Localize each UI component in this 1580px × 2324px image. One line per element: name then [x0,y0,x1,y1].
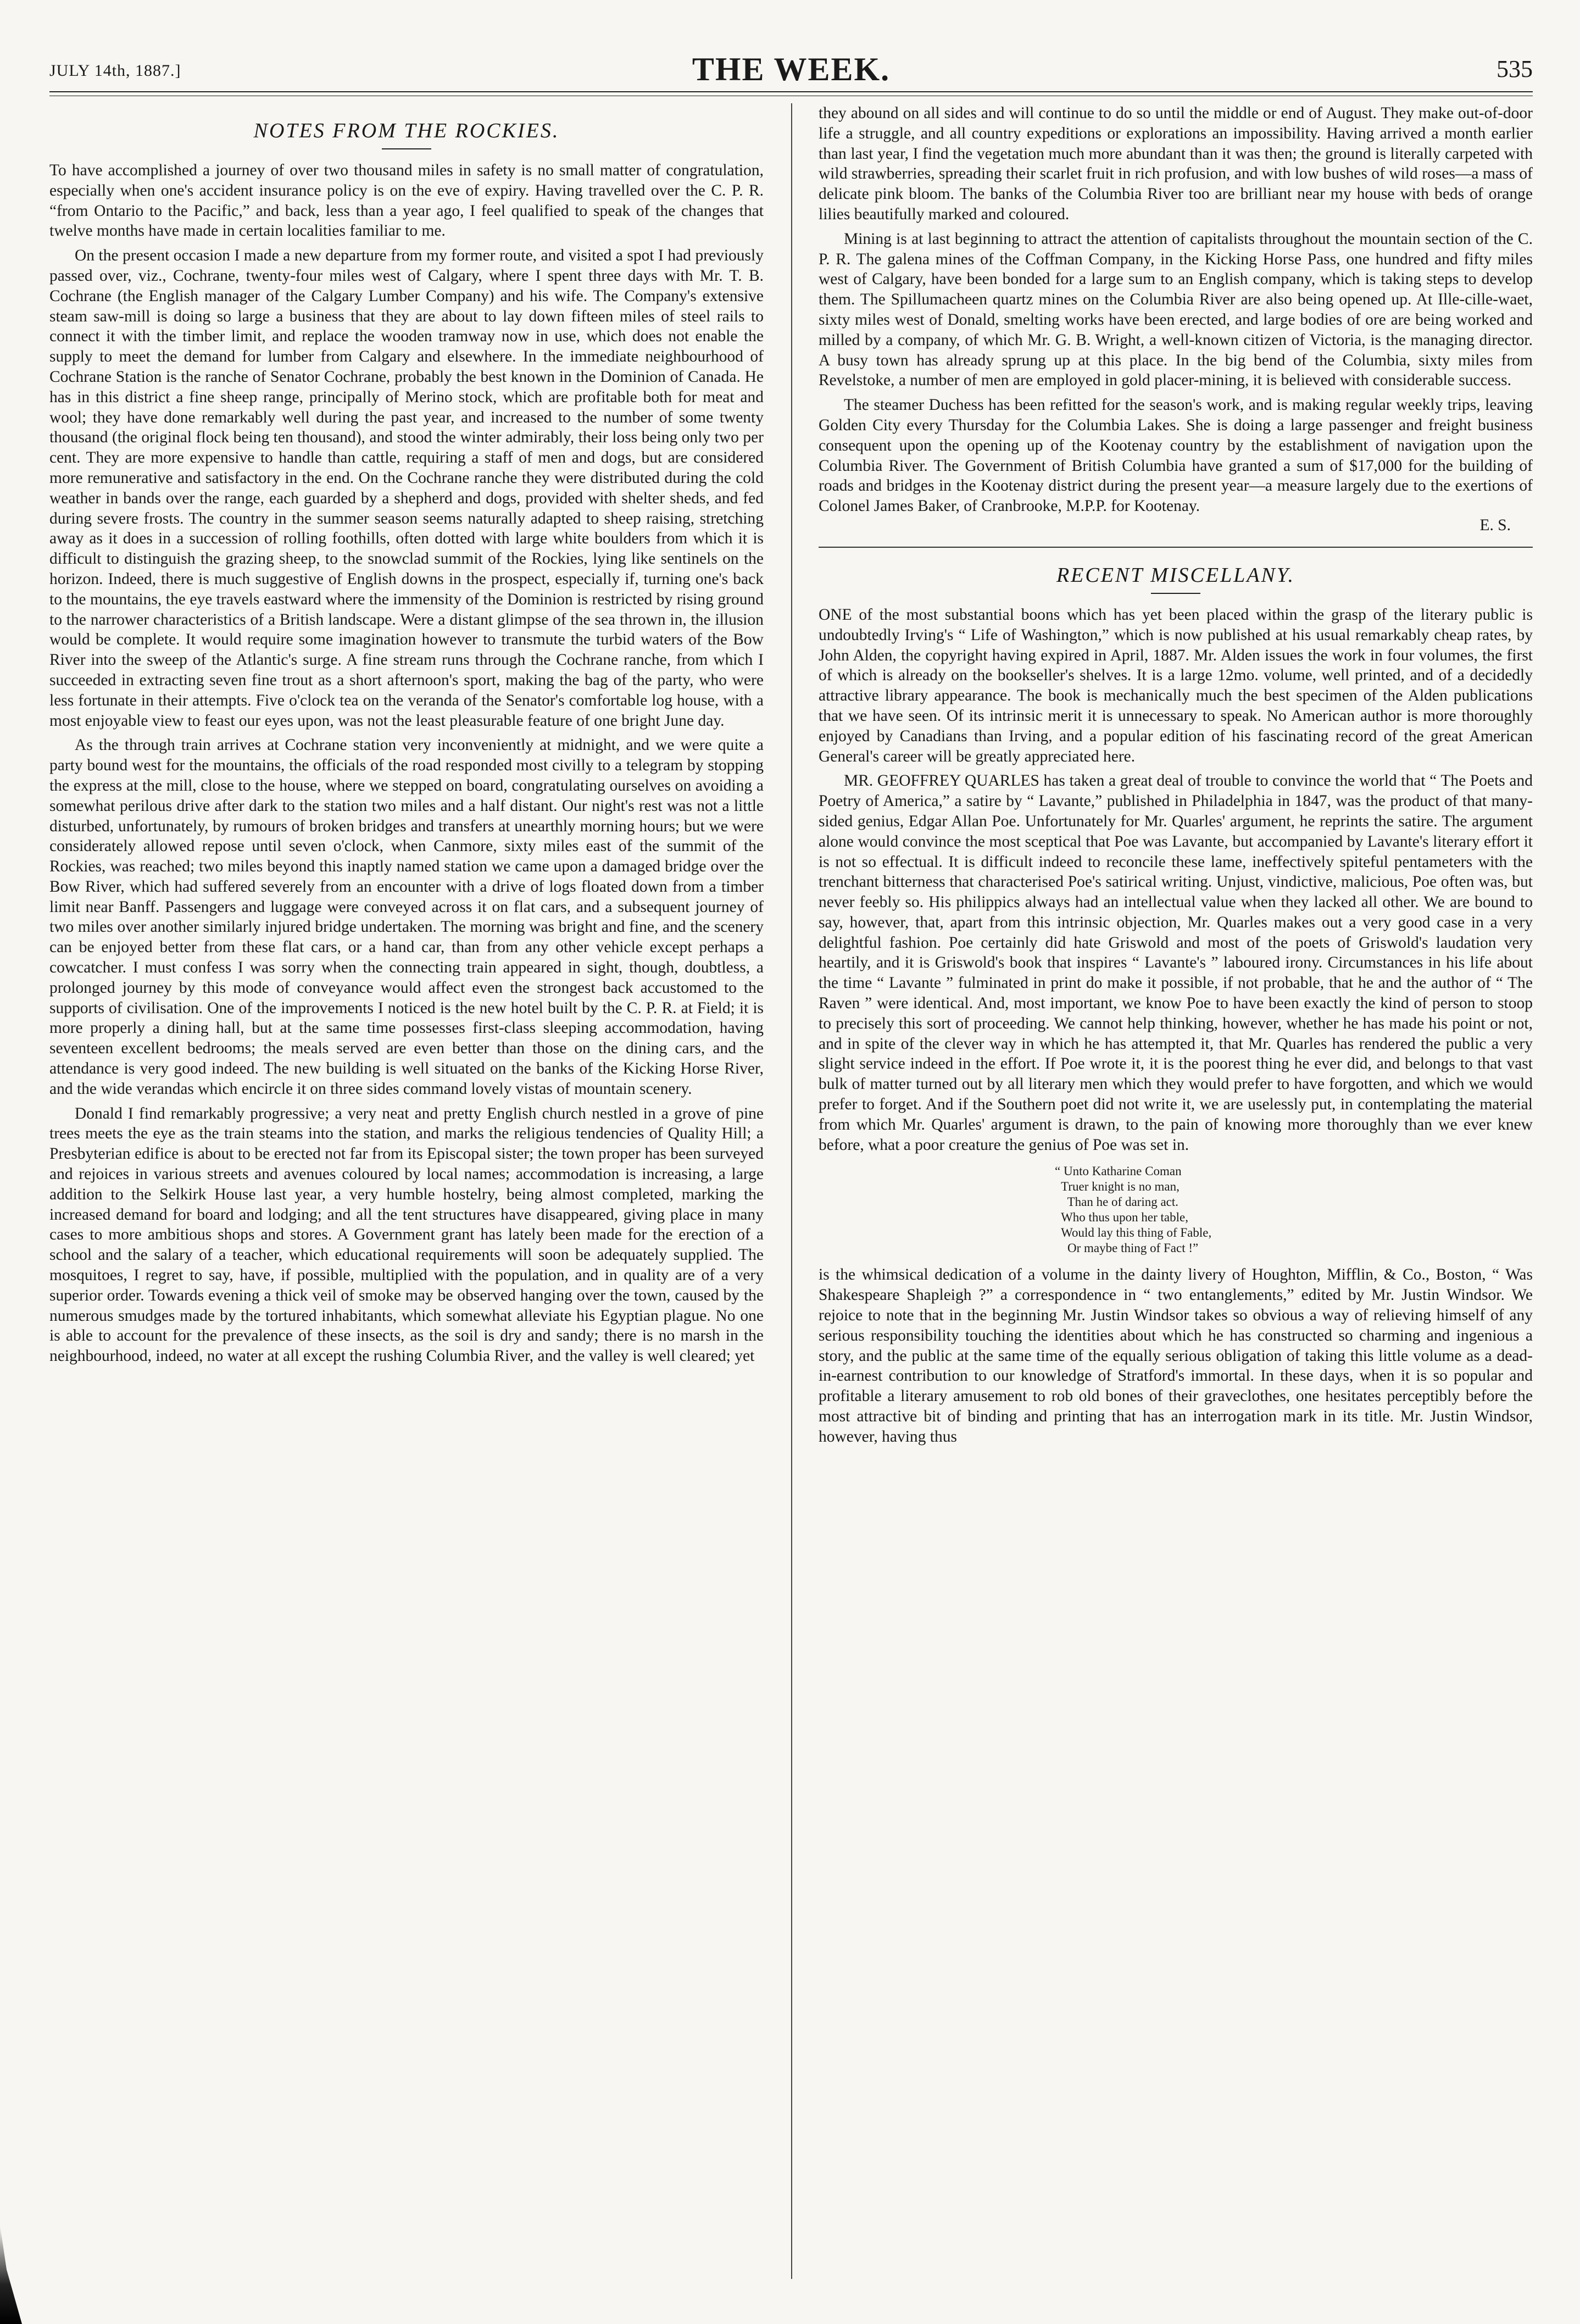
dedication-verse [1055,1164,1533,1256]
column-divider [791,103,792,2279]
section-title-miscellany: RECENT MISCELLANY. [1056,563,1295,587]
article-paragraph: Mining is at last beginning to attract the attention of capitalists throughout the mountain section of the C. P. R. The galena mines of the Coffman Company, in the Kicking Horse Pass, one hundred and fifty miles west of Calgary, have been bonded for a large sum to an English company, which is taking steps to develop them. The Spillumacheen quartz mines on the Columbia River are also being opened up. At Ille-cille-waet, sixty miles west of Donald, smelting works have been erected, and large bodies of ore are being worked and milled by a company, of which Mr. G. B. Wright, a well-known citizen of Victoria, is the managing director. A busy town has already sprung up at this place. In the big bend of the Columbia, sixty miles from Revelstoke, a number of men are employed in gold placer-mining, it is believed with considerable success. [819,230,1533,390]
verse-line: Truer knight is no man, [1055,1180,1180,1194]
title-rule [1151,593,1200,594]
article-paragraph: Donald I find remarkably progressive; a very neat and pretty English church nestled in a grove of pine trees meets the eye as the train steams into the station, and marks the religious tendencies of Quality Hill; a Presbyterian edifice is about to be erected not far from its Episcopal sister; the town proper has been surveyed and rejoices in various streets and avenues coloured by local names; accommodation is increasing, a large addition to the Selkirk House last year, a very humble hostelry, being almost completed, marking the increased demand for board and lodging; and all the tent structures have disappeared, giving place in many cases to more ambitious shops and stores. A Government grant has lately been made for the erection of a school and the salary of a teacher, which educational requirements will soon be adequately supplied. The mosquitoes, I regret to say, have, if possible, multiplied with the population, and in quality are of a very superior order. Towards evening a thick veil of smoke may be observed hanging over the town, caused by the numerous smudges made by the tortured inhabitants, which somewhat alleviate his Egyptian plague. No one is able to account for the prevalence of these insects, as the soil is dry and sandy; there is no marsh in the neighbourhood, indeed, no water at all except the rushing Columbia River, and the valley is well cleared; yet [49,1104,764,1365]
newspaper-page [49,51,1533,2292]
article-paragraph: To have accomplished a journey of over two thousand miles in safety is no small matter of congratulation, especially when one's accident insurance policy is on the eve of expiry. Having travelled over the C. P. R. “from Ontario to the Pacific,” and back, less than a year ago, I feel qualified to speak of the changes that twelve months have made in certain localities familiar to me. [49,162,764,240]
author-signature: E. S. [1479,516,1511,534]
article-paragraph: The steamer Duchess has been refitted for the season's work, and is making regular weekly trips, leaving Golden City every Thursday for the Columbia Lakes. She is doing a large passenger and freight business consequent upon the opening up of the Kootenay country by the establishment of navigation upon the Columbia River. The Government of British Columbia have granted a sum of $17,000 for the building of roads and bridges in the Kootenay district during the present year—a measure largely due to the exertions of Colonel James Baker, of Cranbrooke, M.P.P. for Kootenay. [819,396,1533,515]
scan-edge-shadow [0,2225,22,2324]
section-title-notes: NOTES FROM THE ROCKIES. [253,119,560,142]
review-paragraph: ONE of the most substantial boons which has yet been placed within the grasp of the literary public is undoubtedly Irving's “ Life of Washington,” which is now published at his usual remarkably cheap rates, by John Alden, the copyright having expired in April, 1887. Mr. Alden issues the work in four volumes, the first of which is already on the bookseller's shelves. It is a large 12mo. volume, well printed, and of a decidedly attractive library appearance. The book is mechanically much the best specimen of the Alden publications that we have seen. Of its intrinsic merit it is unnecessary to speak. No American author is more thoroughly enjoyed by Canadians than Irving, and a popular edition of his fascinating record of the great American General's career will be greatly appreciated here. [819,605,1533,765]
verse-line: Or maybe thing of Fact !” [1055,1241,1199,1255]
columns [49,103,1533,2279]
review-paragraph: MR. GEOFFREY QUARLES has taken a great deal of trouble to convince the world that “ The Poets and Poetry of America,” a satire by “ Lavante,” published in Philadelphia in 1847, was the product of that many-sided genius, Edgar Allan Poe. Unfortunately for Mr. Quarles' argument, he reprints the satire. The argument alone would convince the most sceptical that Poe was Lavante, but accompanied by Lavante's literary effort it is not so effectual. It is difficult indeed to reconcile these lame, ineffectively spiteful pentameters with the trenchant bitterness that characterised Poe's satirical writing. Unjust, vindictive, malicious, Poe often was, but never feebly so. His philippics always had an intellectual value when they lacked all other. We are bound to say, however, that, apart from this intrinsic objection, Mr. Quarles makes out a very good case in a very delightful fashion. Poe certainly did hate Griswold and most of the poets of Griswold's laudation very heartily, and it is Griswold's book that inspires “ Lavante's ” laboured irony. Circumstances in his life about the time “ Lavante ” fulminated in print do make it possible, if not probable, that he and the author of “ The Raven ” were identical. And, most important, we know Poe to have been exactly the kind of person to stoop to precisely this sort of proceeding. We cannot help thinking, however, whether he has made his point or not, and in spite of the clever way in which he has attempted it, that Mr. Quarles has rendered the public a very slight service indeed in the effort. If Poe wrote it, it is the poorest thing he ever did, and belongs to that vast bulk of matter turned out by all literary men which they would prefer to have forgotten, and which we would prefer to forget. And if the Southern poet did not write it, we are uselessly put, in contemplating the material from which Mr. Quarles' argument is drawn, to the pain of knowing more thoroughly than we ever knew before, what a poor creature the genius of Poe was set in. [819,772,1533,1154]
article-paragraph: On the present occasion I made a new departure from my former route, and visited a spot I had previously passed over, viz., Cochrane, twenty-four miles west of Calgary, where I spent three days with Mr. T. B. Cochrane (the English manager of the Calgary Lumber Company) and his wife. The Company's extensive steam saw-mill is doing so large a business that they are about to lay down fifteen miles of steel rails to connect it with the timber limit, and replace the wooden tramway now in use, which does not enable the supply to meet the demand for lumber from Calgary and elsewhere. In the immediate neighbourhood of Cochrane Station is the ranche of Senator Cochrane, probably the best known in the Dominion of Canada. He has in this district a fine sheep range, principally of Merino stock, which are profitable both for meat and wool; they have done remarkably well during the past year, and increased to the number of some twenty thousand (the original flock being ten thousand), and stood the winter admirably, their loss being only two per cent. They are more expensive to handle than cattle, requiring a staff of men and dogs, but are considered more remunerative and satisfactory in the end. On the Cochrane ranche they were distributed during the cold weather in bands over the range, each guarded by a shepherd and dogs, provided with shelter sheds, and fed during severe frosts. The country in the summer season seems naturally adapted to sheep raising, stretching away as it does in a succession of rolling foothills, often dotted with large white boulders from which it is difficult to distinguish the grazing sheep, to the snowclad summit of the Rockies, lying like sentinels on the horizon. Indeed, there is much suggestive of English downs in the prospect, especially if, turning one's back to the mountains, the eye travels eastward where the immensity of the Dominion is restricted by rising ground to the narrower characteristics of a British landscape. Were a distant glimpse of the sea thrown in, the illusion would be complete. It would require some imagination however to transmute the turbid waters of the Bow River into the sweep of the Atlantic's surge. A fine stream runs through the Cochrane ranche, from which I succeeded in extracting seven fine trout as a short afternoon's sport, making the bag of the party, who were less fortunate in their attempts. Five o'clock tea on the veranda of the Senator's comfortable log house, with a most enjoyable view to feast our eyes upon, was not the least pleasurable feature of one bright June day. [49,247,764,730]
page-number: 535 [1496,55,1533,82]
verse-line: Who thus upon her table, [1055,1210,1188,1225]
review-paragraph: is the whimsical dedication of a volume in the dainty livery of Houghton, Mifflin, & Co., Boston, “ Was Shakespeare Shapleigh ?” a correspondence in “ two entanglements,” edited by Mr. Justin Windsor. We rejoice to note that in the beginning Mr. Justin Windsor takes so obvious a way of relieving himself of any serious responsibility touching the identities about which he has constructed so charming and ingenious a story, and the public at the same time of the equally serious obligation of taking this little volume as a dead-in-earnest contribution to our knowledge of Stratford's immortal. In these days, when it is so popular and profitable a literary amusement to rob old bones of their graveclothes, one hesitates perceptibly before the most attractive bit of binding and printing that has an interrogation mark in its title. Mr. Justin Windsor, however, having thus [819,1266,1533,1445]
verse-line: Would lay this thing of Fable, [1055,1226,1212,1240]
article-paragraph: As the through train arrives at Cochrane station very inconveniently at midnight, and we were quite a party bound west for the mountains, the officials of the road responded most civilly to a telegram by stopping the express at the mill, close to the house, where we stepped on board, congratulating ourselves on avoiding a somewhat perilous drive after dark to the station two miles and a half distant. Our night's rest was not a little disturbed, unfortunately, by rumours of broken bridges and transfers at unearthly morning hours; but we were considerately allowed repose until seven o'clock, when Canmore, sixty miles east of the summit of the Rockies, was reached; two miles beyond this inaptly named station we came upon a damaged bridge over the Bow River, which had suffered severely from an encounter with a drive of logs floated down from a timber limit near Banff. Passengers and luggage were conveyed across it on flat cars, and a subsequent journey of two miles over another similarly injured bridge undertaken. The morning was bright and fine, and the scenery can be enjoyed better from these flat cars, or a hand car, than from any other vehicle except perhaps a cowcatcher. I must confess I was sorry when the connecting train appeared in sight, though, doubtless, a prolonged journey by this mode of conveyance would affect even the strongest back accustomed to the supports of civilisation. One of the improvements I noticed is the new hotel built by the C. P. R. at Field; it is more properly a dining hall, but at the same time possesses first-class sleeping accommodation, having seventeen excellent bedrooms; the meals served are even better than those on the dining cars, and the attendance is very good indeed. The new building is well situated on the banks of the Kicking Horse River, and the wide verandas which encircle it on three sides command lovely vistas of mountain scenery. [49,736,764,1098]
issue-date: JULY 14th, 1887.] [49,62,181,80]
masthead-title: THE WEEK. [692,51,891,87]
left-column [49,103,764,2279]
verse-line: Than he of daring act. [1055,1195,1179,1209]
right-column [819,103,1533,2279]
section-separator [819,547,1533,548]
article-paragraph: they abound on all sides and will continue to do so until the middle or end of August. They make out-of-door life a struggle, and all country expeditions or explorations an impossibility. Having arrived a month earlier than last year, I find the vegetation much more abundant than it was then; the ground is literally carpeted with wild strawberries, spreading their scarlet fruit in rich profusion, and with low bushes of wild roses—a mass of delicate pink bloom. The banks of the Columbia River too are brilliant near my house with beds of orange lilies beautifully marked and coloured. [819,104,1533,223]
page-header [49,51,1533,89]
title-rule [382,148,431,149]
header-rule [49,91,1533,96]
verse-line: “ Unto Katharine Coman [1055,1164,1182,1178]
